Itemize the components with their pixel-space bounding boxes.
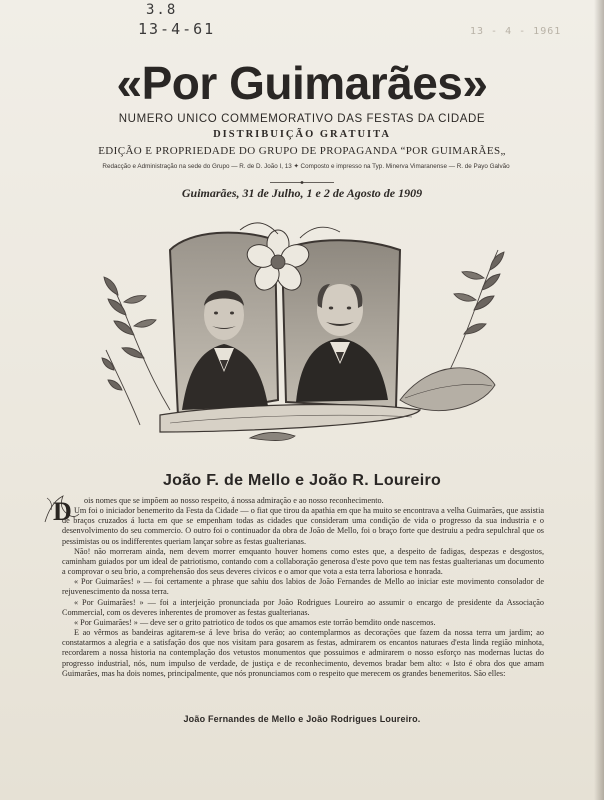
paragraph: Não! não morreram ainda, nem devem morrer emquanto houver homens como estes que, a despeito de fadigas, despezas e desgostos, caminham guiados por um ideal de patriotismo, contando com a collaboração generosa d'este povo que tem nas festas gualterianas um documento a comprovar o seu brio, a comprehensão dos seus deveres civicos e o amor que vota a esta terra laboriosa e honrada. (62, 546, 544, 577)
handwritten-note-number: 3.8 (146, 2, 178, 18)
leaf-bottom-right (400, 368, 495, 411)
portrait-illustration (100, 210, 505, 460)
administration-line: Redacção e Administração na sede do Grupo — R. de D. João I, 13 ✦ Composto e impresso na Typ. Minerva Vimaranense — R. de Payo Galvão (102, 163, 510, 170)
festival-date-line: Guimarães, 31 de Julho, 1 e 2 de Agosto de 1909 (181, 186, 423, 200)
article-title: João F. de Mello e João R. Loureiro (162, 472, 442, 489)
date-ornament (270, 181, 334, 184)
ownership-line: EDIÇÃO E PROPRIEDADE DO GRUPO DE PROPAGANDA “POR GUIMARÃES„ (98, 145, 506, 157)
article-body (62, 496, 544, 679)
paragraph: Um foi o iniciador benemerito da Festa da Cidade — o fiat que tirou da apathia em que ha muito se encontrava a velha Guimarães, que assistia de braços cruzados á lucta em que se empenham todas as cidades que consideram uma condição de vida o progresso da sua industria e o desenvolvimento do seu commercio. O outro foi o continuador da obra de João de Mello, foi o braço forte que destruiu a pedra sepulchral que os pessimistas ou os indifferentes queriam lançar sobre as festas gualterianas. (62, 506, 544, 546)
paragraph: E ao vêrmos as bandeiras agitarem-se á leve brisa do verão; ao contemplarmos as decorações que fazem da nossa terra um jardim; ao constatarmos a alegria e a satisfação dos que nos visitam para gosarem as festas, admirarem os encantos naturaes d'esta linda região minhota, recordarem a nossa historia na contemplação dos vetustos monumentos que possuimos e admirarem o nosso esforço nas modernas luctas do progresso industrial, nós, num impulso de verdade, de justiça e de reconhecimento, devemos bradar bem alto: « Isto é obra dos que amam Guimarães, mas ha dois nomes, principalmente, que nós pronunciamos com o respeito que merecem os grandes benemeritos. São elles: (62, 628, 544, 678)
paragraph: ois nomes que se impõem ao nosso respeito, á nossa admiração e ao nosso reconhecimento. (84, 496, 384, 505)
leaf-spray-right (445, 250, 504, 380)
dropcap-letter: D (53, 497, 72, 526)
handwritten-note-date: 13-4-61 (138, 20, 216, 38)
paragraph: « Por Guimarães! » — foi a interjeição pronunciada por João Rodrigues Loureiro ao assumir o encargo de presidente da Associação Commercial, com os deveres inherentes de promover as festas gualterianas. (62, 597, 544, 617)
paragraph: « Por Guimarães! » — foi certamente a phrase que sahiu dos labios de João Fernandes de Mello ao iniciar este movimento consolador de rejuvenescimento da nossa terra. (62, 577, 544, 597)
faint-pencil-note: 13 - 4 - 1961 (470, 26, 562, 37)
masthead-subtitle: NUMERO UNICO COMMEMORATIVO DAS FESTAS DA CIDADE (118, 113, 486, 125)
masthead-title: «Por Guimarães» (116, 57, 488, 109)
distribution-note: DISTRIBUIÇÃO GRATUITA (213, 129, 391, 140)
paragraph: « Por Guimarães! » — deve ser o grito patriotico de todos os que amamos este torrão bemdito onde nascemos. (74, 617, 436, 627)
article-signoff: João Fernandes de Mello e João Rodrigues Loureiro. (183, 714, 421, 724)
leaf-spray-left (102, 277, 170, 425)
